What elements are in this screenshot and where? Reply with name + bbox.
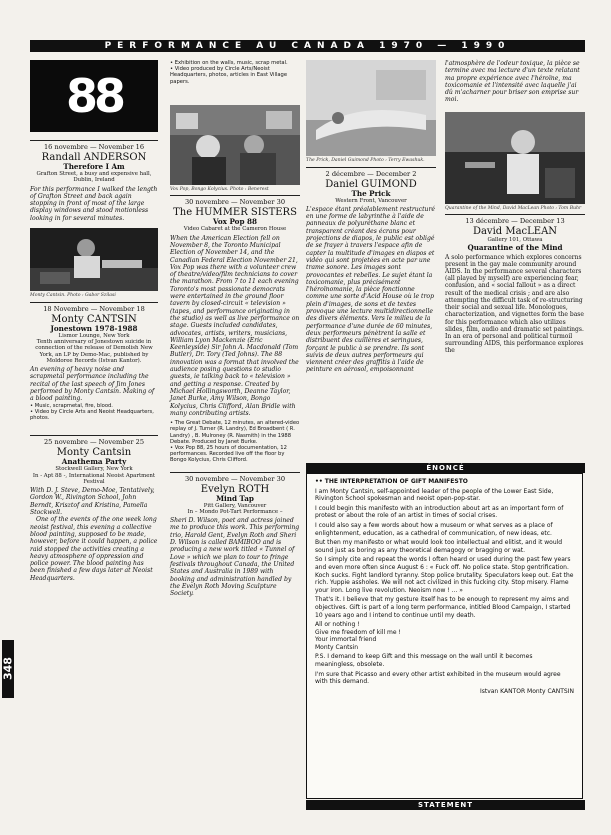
enonce-label: ÉNONCÉ (306, 463, 585, 473)
event-body: L'espace étant préalablement restructuré en une forme de labyrinthe à l'aide de panneaux de polyuréthane blanc et transparent créant des écrans pour projections de diapos, le public est obligé de se frayer à travers l'espace afin de capter la multitude d'images en diapos et vidéo qui sont projetées en acte par une trame sonore. Les images sont provocantes et rebelles. Le sujet étant la toxicomanie, plus précisément l'héroïnomanie, la pièce fonctionne comme une sorte d'Acid House où le trop plein d'images, de sons et de textes provoque une lecture multidirectionnelle des divers éléments. Vers le milieu de la performance d'une durée de 60 minutes, deux performeurs pénètrent la salle et distribuent des cuillères et seringues, forçant le public à se prendre. Ils sont suivis de deux autres performeurs qui viennent créer des graffitis à l'aide de peinture en aérosol, empoisonnant (306, 205, 435, 374)
work-title: Therefore I Am (63, 162, 125, 171)
bullet-item: • Music, scrapmetal, fire, blood. (30, 403, 158, 409)
manifesto-signature: Istvan KANTOR Monty CANTSIN (479, 687, 574, 695)
venue: Stockwell Gallery, New York (55, 466, 133, 473)
column-2 (170, 60, 300, 597)
bullet-item: • Video produced by Circle Arts/Neoist Headquarters, photos, articles in East Village papers. (170, 66, 300, 85)
artist-name: Randall ANDERSON (41, 152, 147, 163)
event-body: Sheri D. Wilson, poet and actress joined me to produce this work. This performing trio, Harold Gent, Evelyn Roth and Sheri D. Wilson is called BAMIBOO and is producing a new work titled « Tunnel of Love » which we plan to tour to fringe festivals throughout Canada, the United States and Australia in 1989 with booking and administration handled by the Evelyn Roth Moving Sculpture Society. (170, 517, 300, 598)
work-title: Vox Pop 88 (212, 217, 258, 227)
venue: Gallery 101, Ottawa (487, 237, 543, 244)
manifesto-line: Monty Cantsin (315, 643, 359, 651)
event-body: One of the events of the one week long neoist festival, this evening a collective blood painting, supposed to be made, however, before it could happen, a police raid stopped the activities creating a heavy atmosphere of oppression and police power. The blood painting has been finished a few days later at Neoist Headquarters. (30, 516, 158, 582)
manifesto-paragraph: That's it. I believe that my gesture itself has to be enough to represent my aims and objectives. Gift is part of a long term performance, intitled Blood Campaign, I started 10 years ago and I intend to continue until my death. (315, 596, 571, 619)
event-date: 18 Novembre — November 18 (30, 302, 158, 313)
event-detail: Tenth anniversary of Jonestown suicide in connection of the release of Demolish New York, an LP by Demo-Mac, published by Moldoree Records (Istvan Kantor). (35, 338, 153, 364)
manifesto-paragraph: But then my manifesto or what would look too intellectual and elitist, and it would sound just as boring as any theoretical demagogy or bragging or wat. (315, 539, 563, 554)
photo-vox-pop (170, 105, 300, 185)
bullet-item: • Exhibition on the walls, music, scrap metal. (170, 60, 300, 66)
event-date: 16 novembre — November 16 (30, 140, 158, 151)
manifesto-heading: •• THE INTERPRETATION OF GIFT MANIFESTO (315, 478, 468, 485)
artist-name: The HUMMER SISTERS (173, 207, 297, 219)
venue: Western Front, Vancouver (335, 197, 407, 204)
venue: Video Cabaret at the Cameron House (183, 226, 287, 233)
venue: Lismor Lounge, New York (58, 332, 130, 339)
event-date: 13 décembre — December 13 (445, 214, 585, 225)
work-title: Anathema Party (61, 457, 127, 467)
artist-name: Monty CANTSIN (51, 313, 137, 325)
manifesto-line: All or nothing ! (315, 621, 360, 629)
event-date: 25 novembre — November 25 (30, 435, 158, 446)
manifesto-line: Give me freedom of kill me ! (315, 628, 401, 636)
work-title: Jonestown 1978-1988 (50, 323, 138, 333)
bullet-item: • Video by Circle Arts and Neoist Headquarters, photos. (30, 409, 158, 421)
photo-quarantine (445, 112, 585, 204)
bullet-item: • Vox Pop 88, 25 hours of documentation, 12 performances. Recorded live off the floor by Bongo Kolycius, Chris Clifford. (170, 445, 300, 464)
statement-label: STATEMENT (306, 800, 585, 810)
event-body: With D. J. Steve, Demo-Moe, Tentatively, Gordon W., Rivington School, John Berndt, Krisztof and Kristina, Pamella Stockwell. (30, 487, 155, 517)
bullet-item: • The Great Debate, 12 minutes, an altered-video replay of J. Turner (R. Landry), Ed Broadbent ( R. Landry) , B. Mulroney (R. Nasmith) in the 1988 Debate. Produced by Janet Burke. (170, 420, 300, 445)
photo-monty-cantsin (30, 228, 158, 291)
column-3 (306, 60, 436, 374)
manifesto-box (306, 473, 583, 799)
column-1 (30, 60, 158, 582)
artist-name: David MacLEAN (472, 226, 558, 238)
artist-name: Daniel GUIMOND (325, 178, 417, 190)
page-number: 348 (2, 640, 14, 698)
photo-image (170, 105, 300, 185)
venue: Pitt Gallery, Vancouver (203, 502, 267, 509)
photo-the-prick (306, 60, 436, 156)
continued-body: l'atmosphère de l'odeur toxique, la pièce se termine avec ma lecture d'un texte relatant ma propre expérience avec l'héroïne, ma toxicomanie et l'intensité avec laquelle j'ai dû m'acharner pour briser son emprise sur moi. (445, 60, 580, 104)
artist-name: Evelyn ROTH (200, 483, 270, 495)
logo-88: 88 (30, 60, 158, 132)
venue-note: In – Mondo Pot-Tart Performance – (187, 508, 283, 515)
photo-caption: Monty Cantsin. Photo : Gabor Szilasi (30, 293, 116, 299)
manifesto-paragraph: I am Monty Cantsin, self-appointed leader of the people of the Lower East Side, Rivington School spokesman and neoist open-pop-star. (315, 487, 554, 503)
photo-caption: Vox Pop, Bongo Kolycius. Photo : Benerest (170, 186, 269, 192)
photo-image (445, 112, 585, 204)
venue-note: In - Apt 88 -, International Neoist Apartment Festival (32, 472, 156, 485)
photo-caption: Quarantine of the Mind, David MacLean Photo : Tom Buhr (445, 205, 582, 211)
venue: Grafton Street, a busy and expensive hall, Dublin, Ireland (36, 171, 152, 184)
event-body: An evening of heavy noise and scrapmetal performance including the recital of the last speech of Jim Jones performed by Monty Cantsin. Making of a blood painting. (30, 366, 155, 403)
manifesto-paragraph: I could begin this manifesto with an introduction about art as an important form of protest or about the role of an artist in times of social crises. (315, 504, 564, 520)
event-date: 30 novembre — November 30 (170, 472, 300, 483)
running-header: PERFORMANCE AU CANADA 1970 — 1990 (30, 40, 585, 52)
artist-name: Monty Cantsin (56, 447, 132, 459)
event-body: When the American Election fell on November 8, the Toronto Municipal Election of November 14, and the Canadian Federal Election November 21, Vox Pop was there with a volunteer crew of theatre/video/film technicians to cover the marathon. From 7 to 11 each evening Toronto's most passionate democrats were entertained in the ground floor tavern by closed-circuit « television » (tapes, and performance originating in the studio) as well as live performance on stage. Guests included candidates, advocates, artists, writers, musicians, William Lyon Mackenzie (Eric Keenleyside) Sir John A. Macdonald (Tom Butler), Dr. Tory (Ted Johns). The 88 innovation was a format that involved the audience posing questions to studio guests, ie talking back to « television » and getting a response. Created by Michael Hollingsworth, Deanne Taylor, Janet Burke, Amy Wilson, Bongo Kolycius, Chris Clifford, Alan Bridle with many contributing artists. (170, 234, 300, 417)
photo-image (306, 60, 436, 156)
event-date: 30 novembre — November 30 (170, 195, 300, 206)
work-title: Quarantine of the Mind (467, 242, 563, 252)
photo-image (30, 228, 158, 291)
column-4 (445, 60, 585, 355)
manifesto-paragraph: So I simply cite and repeat the words I often heard or used during the past few years and even more often since August 6 : « Fuck off. No police state. Stop gentrification. Koch sucks. Fight landlord tyranny. Stop police brutality. Speculators keep out. Eat the rich. Yuppie assholes. We will not act civilized in this fucking city. Stop misery. Flame your iron. Long live revolution. Neoism now ! ... » (315, 556, 574, 594)
manifesto-paragraph: I'm sure that Picasso and every other artist exhibited in the museum would agree with this demand. (315, 670, 561, 686)
event-body: A solo performance which explores concerns present in the gay male community around AIDS. In the performance several characters (all played by myself) are experiencing fear, confusion, and « social fallout » as a direct result of the medical crisis ; and are also attempting the difficult task of re-structuring their social and sexual life. Monologues, characterization, and vignettes form the base for this performance which also utilizes slides, film, audio and dramatic set paintings. In an era of personal and political turmoil surrounding AIDS, this performance explores the (445, 253, 584, 355)
event-date: 2 décembre — December 2 (306, 167, 436, 178)
work-title: The Prick (351, 188, 391, 198)
manifesto-paragraph: P.S. I demand to keep Gift and this message on the wall until it becomes meaningless, obsolete. (315, 653, 533, 669)
manifesto-line: Your immortal friend (315, 636, 377, 644)
photo-caption: The Prick, Daniel Guimond Photo : Terry Ewashuk. (306, 158, 425, 163)
event-body: For this performance I walked the length of Grafton Street and back again stopping in front of most of the large display windows and stood motionless looking in for several minutes. (30, 185, 158, 222)
manifesto-paragraph: I could also say a few words about how a museum or what serves as a place of enlightenment, education, as a cathedral of communication, of new ideas, etc. (315, 521, 553, 537)
work-title: Mind Tap (216, 493, 254, 503)
